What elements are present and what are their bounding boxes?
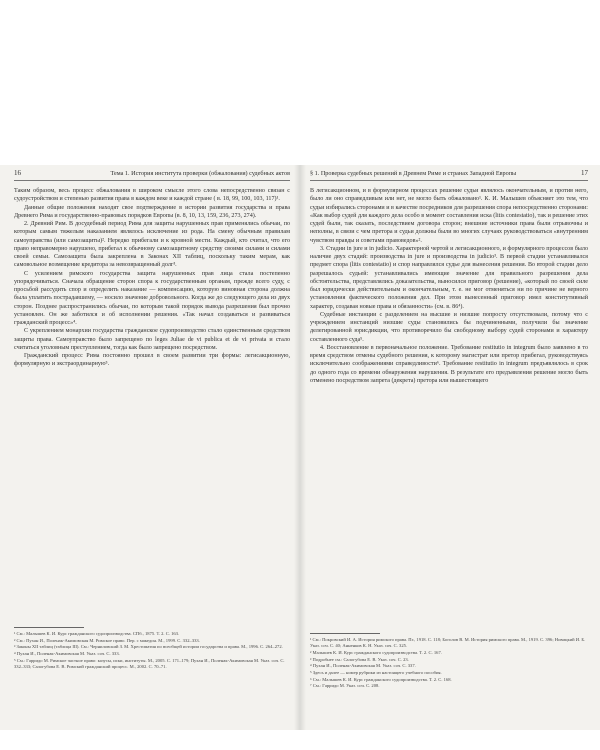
left-paragraph: Таким образом, весь процесс обжалования в широком смысле этого слова непосредственно связан с судоустройством и степенью развития права в каждом веке и каждой стране ( в. 18, 99, 100, 103, 117)¹. (14, 188, 290, 203)
book-gutter-shadow (294, 165, 306, 730)
right-running-head (310, 165, 588, 181)
right-paragraph: 3. Стадии in jure и in judicio. Характерной чертой и легисакционного, и формулярного процессов было наличие двух стадий: производства in jure и производства in judicio³. В первой стадии устанавливался предмет спора (litis contestatio) и спор направлялся судье для вынесения решения. Во второй стадии дело разрешалось судьей: устанавливались имеющие значение для правильного разрешения дела обстоятельства, представлялись доказательства, выносился приговор (решение), «который по своей силе был юридически действительным и окончательным, т. е. не мог отменяться ни по причине не верного установления фактического положения дел. При этом вынесенный приговор имел конститутивный характер, создавая новые права и обязанности» (см. в. 86⁴). (310, 245, 588, 310)
footnote: ⁵ Здесь и далее — номер рубрики из настоящего учебного пособия. (310, 670, 442, 676)
footnote: ² См.: Пухан И., Поленак-Акимовская М. Римское право. Пер. с македон. М., 1999. С. 332–333. (14, 637, 200, 643)
right-page-number: 17 (581, 169, 588, 177)
footnote: ⁴ Пухан И., Поленак-Акимовская М. Указ. соч. С. 337. (310, 663, 416, 669)
footnote: ¹ См.: Покровский И. А. История римского права. Пг., 1918. С. 118; Боголов В. М. История римского права. М., 1919. С. 396; Новицкий И. Б. Указ. соч. С. 40; Анненков К. Н. Указ. соч. С. 325. (310, 637, 586, 649)
left-page (0, 165, 300, 730)
footnote: ⁵ См.: Гарридо М. Римское частное право: казусы, иски, институты. М., 2005. С. 171–179; Пухан И., Поленак-Акимовская М. Указ. соч. С. 332–333; Салогубова Е. В. Римский гражданский процесс. М., 2002. С. 70–71. (14, 657, 285, 670)
footnote: ⁷ См.: Гарридо М. Указ. соч. С. 208. (310, 683, 380, 689)
left-running-title: Тема 1. История института проверки (обжалования) судебных актов (110, 170, 290, 177)
footnote: ² Малышев К. И. Курс гражданского судопроизводства. Т. 2. С. 167. (310, 649, 442, 655)
right-paragraph: Судебные инстанции с разделением на высшие и низшие попросту отсутствовали, потому что с учреждением инстанций низшие суды становились бы подчиненными, получили бы значение делегированной юрисдикции, что противоречило бы свободному выбору судей сторонами и характеру составленного суда⁵. (310, 311, 588, 343)
right-paragraph: 4. Восстановление в первоначальное положение. Требование restitutio in integrum было заявлено в то время средством отмены судебного решения, к которому магистрат или претор прибегал, руководствуясь исключительно соображениями справедливости⁶. Требование restitutio in integrum предъявлялось в срок до одного года со времени обнаружения нарушения. В результате его предъявления решение могло быть отменено посредством запрета (декрета) претора или вышестоящего (310, 344, 588, 384)
footnote: ³ Подробнее см.: Салогубова Е. В. Указ. соч. С. 23. (310, 656, 409, 662)
footnote: ³ Законы XII таблиц (таблица III). См.: Черниловский З. М. Хрестоматия по всеобщей истории государства и права. М., 1996. С. 264–272. (14, 644, 283, 650)
right-running-title: § 1. Проверка судебных решений в Древнем Риме и странах Западной Европы (310, 170, 517, 177)
left-footnotes (14, 627, 290, 671)
left-running-head (14, 165, 290, 181)
left-paragraph: Гражданский процесс Рима постоянно прошел в своем развитии три формы: легисакционную, формулярную и экстраординарную⁵. (14, 353, 290, 368)
left-paragraph: С укреплением монархии государства гражданское судопроизводство стало единственным средством защиты права. Самоуправство было запрещено по leges Juliae de vi publica et de vi privata и стало считаться уголовным преступлением, тогда как было запрещено посредством. (14, 328, 290, 351)
footnote: ⁴ Пухан И., Поленак-Акимовская М. Указ. соч. С. 333. (14, 651, 120, 657)
footnote-rule (310, 633, 380, 634)
right-body-text (310, 187, 588, 385)
footnote-rule (14, 627, 84, 628)
left-paragraph: Данные общие положения находят свое подтверждение в истории развития государства и права Древнего Рима и государственно-правовых порядков Европы (в. 8, 10, 13, 159, 236, 273, 274). (14, 204, 290, 219)
right-footnotes (310, 633, 588, 690)
left-paragraph: 2. Древний Рим. В досудебный период Рима для защиты нарушенных прав применялись обычаи, по которым самым тяжелым наказанием являлось исключение из рода. На смену обычным правилам самоуправства (или самозащиты)². Нередко прибегали и к кровной мести. Каждый, кто считал, что его право неправомерно нарушено, прибегал к обычному самозащитному средству своими силами и силами своей семьи. Самозащита была закреплена в Законах XII таблиц, поскольку таким мерам, как самовольное возмещение кредитора за невозвращенный долг³. (14, 221, 290, 269)
footnote: ¹ См.: Малышев К. И. Курс гражданского судопроизводства. СПб., 1875. Т. 2. С. 163. (14, 631, 180, 636)
left-page-number: 16 (14, 169, 21, 177)
right-paragraph: В легисакционном, и в формулярном процессах решение судьи являлось окончательным, и против него, было ли оно справедливым или нет, не могло быть обжаловано¹. К. И. Малышев объясняет это тем, что судьи избирались сторонами и в качестве посредников для разрешения спора непосредственно сторонами: «Как выбор судей для каждого дела особо в момент составления иска (litis contestatio), так и решение этих судей были, так сказать, последствием договора сторон; внешние источники права были отрывочны и неполны, в связи с чем претора и судьи должны были во многих случаях руководствоваться «внутренним чувством правды и советами правоведов»². (310, 188, 588, 244)
left-paragraph: С усилением римского государства защита нарушенных прав лица стала постепенно упорядочиваться. Сначала обращение сторон спора к государственным органам, прежде всего суду, с просьбой рассудить спор и определить наказание — компенсацию, которую виновная сторона должна была уплатить пострадавшему, — носило значение добровольного. Когда же до следующего дела из двух сторон. Позднее распространились обычаи, по которым такой порядок вывода разрешения был прочно установлен. Он же заботился и об исполнении решения. «Так начал создаваться и развиваться гражданский процесс»⁴. (14, 270, 290, 326)
left-body-text (14, 187, 290, 369)
footnote: ⁶ См.: Малышев К. И. Курс гражданского судопроизводства. Т. 2. С. 168. (310, 676, 452, 682)
right-page (300, 165, 600, 730)
